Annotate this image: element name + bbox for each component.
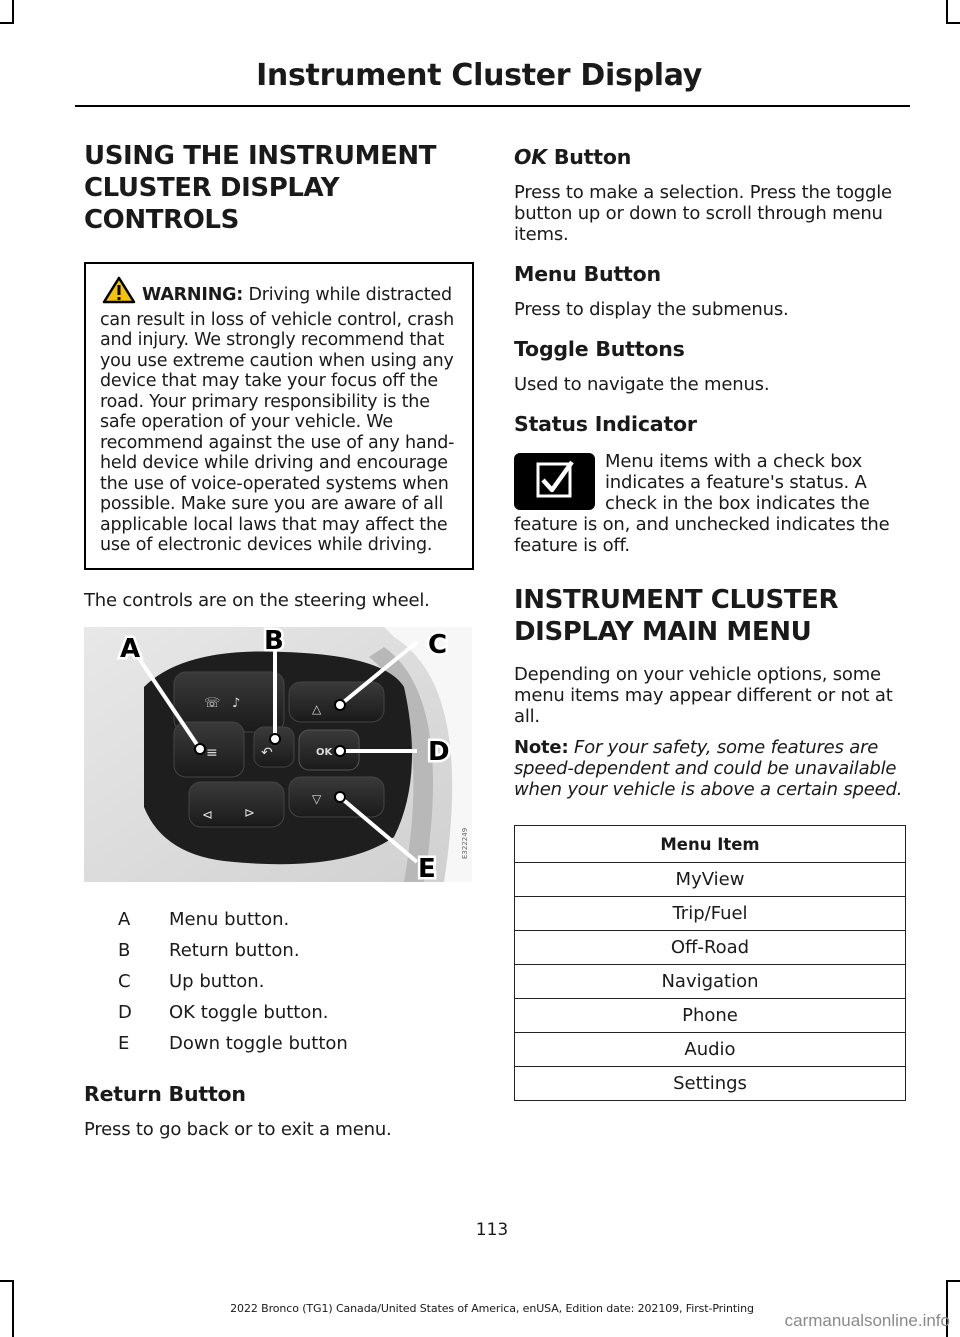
table-row: Off-Road (515, 931, 906, 965)
menu-button-text: Press to display the submenus. (514, 299, 789, 320)
return-button-text: Press to go back or to exit a menu. (84, 1118, 392, 1140)
section-title (84, 140, 474, 236)
callout-b: B (264, 626, 284, 656)
crop-mark (12, 0, 14, 24)
crop-mark (946, 22, 960, 24)
ok-button-heading (514, 144, 906, 170)
table-row: Trip/Fuel (515, 897, 906, 931)
crop-mark (946, 0, 948, 24)
legend-row (84, 935, 474, 966)
menu-button-heading: Menu Button (514, 262, 661, 286)
legend-text: Up button. (169, 970, 265, 992)
table-row: MyView (515, 863, 906, 897)
left-column (84, 140, 474, 1140)
legend (84, 904, 474, 1059)
image-code: E322249 (461, 827, 469, 859)
legend-text: OK toggle button. (169, 1001, 329, 1023)
note-text: For your safety, some features are speed-dependent and could be unavailable when your vehicle is above a certain speed. (514, 737, 903, 800)
return-button-heading: Return Button (84, 1081, 246, 1106)
legend-row (84, 1028, 474, 1059)
ok-wheel-label: OK (316, 746, 333, 758)
footer-text: 2022 Bronco (TG1) Canada/United States of America, enUSA, Edition date: 202109, First-Printing (230, 1302, 754, 1315)
callout-a: A (120, 633, 141, 664)
page-header-title: Instrument Cluster Display (256, 58, 702, 93)
section-title-line2: CLUSTER DISPLAY CONTROLS (84, 173, 340, 235)
svg-text:△: △ (312, 701, 322, 716)
ok-button-text: Press to make a selection. Press the toggle button up or down to scroll through menu items. (514, 182, 892, 245)
page-number: 113 (475, 1220, 509, 1240)
svg-text:⊲: ⊲ (202, 807, 213, 823)
callout-e: E (418, 853, 436, 882)
legend-key: E (118, 1032, 130, 1054)
svg-text:☏: ☏ (204, 695, 221, 711)
table-row: Settings (515, 1067, 906, 1101)
ok-heading-rest: Button (546, 145, 632, 169)
toggle-buttons-text: Used to navigate the menus. (514, 374, 770, 395)
main-menu-title (514, 584, 906, 648)
note-label: Note: (514, 737, 569, 758)
svg-text:⊳: ⊳ (244, 805, 255, 821)
section-title-line1: USING THE INSTRUMENT (84, 141, 437, 171)
legend-row (84, 966, 474, 997)
svg-text:♪: ♪ (232, 695, 241, 711)
note (514, 737, 906, 800)
main-menu-title-line2: DISPLAY MAIN MENU (514, 617, 812, 647)
warning-label: WARNING: (142, 285, 244, 305)
callout-c: C (428, 629, 448, 660)
warning-box (84, 262, 474, 570)
ok-heading-italic: OK (514, 145, 547, 169)
crop-mark (0, 1280, 14, 1282)
status-indicator-text: Menu items with a check box indicates a feature's status. A check in the box indicates the feature is on, and unchecked indicates the feature is off. (514, 451, 890, 556)
menu-item-table (514, 825, 906, 1101)
crop-mark (0, 22, 14, 24)
main-menu-title-line1: INSTRUMENT CLUSTER (514, 585, 839, 615)
checkbox-icon (514, 453, 595, 510)
controls-intro: The controls are on the steering wheel. (84, 589, 430, 611)
main-menu-text: Depending on your vehicle options, some menu items may appear different or not at all. (514, 664, 893, 727)
legend-key: B (118, 939, 131, 961)
right-column (514, 140, 906, 1101)
legend-text: Menu button. (169, 908, 290, 930)
svg-text:↶: ↶ (261, 744, 273, 761)
header-divider (75, 105, 910, 107)
warning-text: Driving while distracted can result in loss of vehicle control, crash and injury. We strongly recommend that you use extreme caution when using any device that may take your focus off the road. Your primary responsibility is the safe operation of your vehicle. We recommend against the use of any hand-held device while driving and encourage the use of voice-operated systems when possible. Make sure you are aware of all applicable local laws that may affect the use of electronic devices while driving. (100, 285, 455, 555)
table-row: Navigation (515, 965, 906, 999)
svg-text:≡: ≡ (206, 744, 218, 761)
legend-text: Return button. (169, 939, 300, 961)
status-indicator-heading: Status Indicator (514, 412, 697, 436)
watermark: carmanualsonline.info (784, 1311, 950, 1330)
status-indicator-block (514, 451, 906, 556)
legend-row (84, 904, 474, 935)
crop-mark (946, 1280, 960, 1282)
callout-d: D (428, 736, 450, 767)
legend-text: Down toggle button (169, 1032, 348, 1054)
legend-key: D (118, 1001, 132, 1023)
table-row: Phone (515, 999, 906, 1033)
toggle-buttons-heading: Toggle Buttons (514, 337, 685, 361)
table-row: Audio (515, 1033, 906, 1067)
legend-key: A (118, 908, 131, 930)
steering-wheel-controls-image (84, 627, 472, 882)
legend-row (84, 997, 474, 1028)
legend-key: C (118, 970, 131, 992)
warning-triangle-icon (102, 276, 136, 310)
table-header: Menu Item (515, 826, 906, 863)
svg-text:▽: ▽ (312, 791, 322, 806)
